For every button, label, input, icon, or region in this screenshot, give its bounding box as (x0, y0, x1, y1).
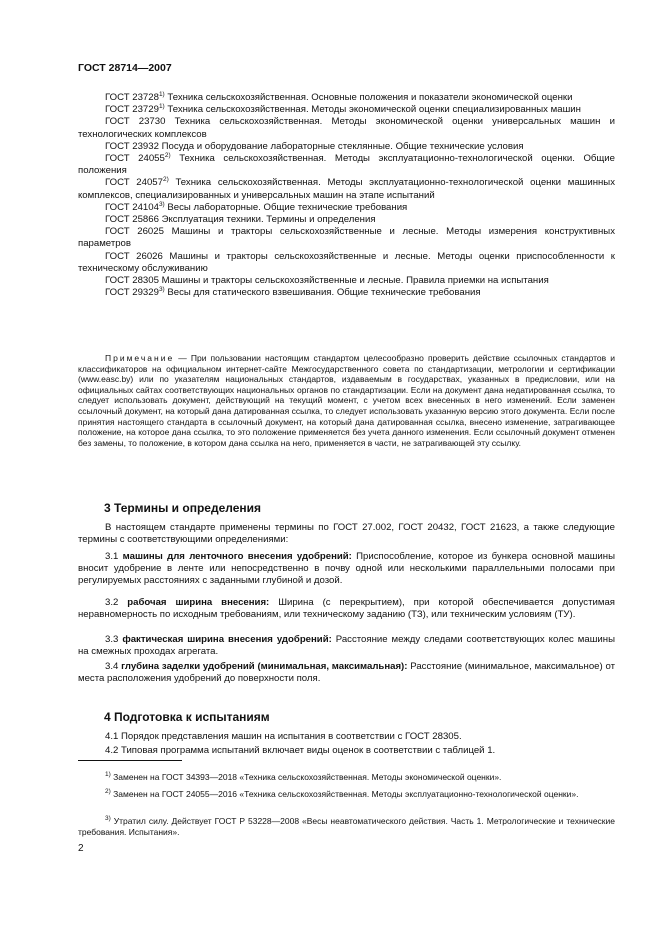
reference-code: ГОСТ 23728 (105, 92, 159, 103)
reference-title: Техника сельскохозяйственная. Основные положения и показатели экономической оценки (164, 92, 573, 103)
term-definition (78, 634, 615, 658)
term-definition (78, 597, 615, 621)
reference-item (78, 116, 615, 140)
page-number: 2 (78, 843, 84, 854)
reference-code: ГОСТ 23729 (105, 104, 159, 116)
footnote-mark: 2) (105, 788, 111, 795)
reference-code: ГОСТ 26026 (105, 250, 163, 262)
section-4-item: 4.1 Порядок представления машин на испытания в соответствии с ГОСТ 28305. (105, 731, 462, 742)
definition: Расстояние (минимальное, максимальное) от места расположения удобрений до поверхности поля. (78, 661, 615, 685)
footnote-text: Заменен на ГОСТ 34393—2018 «Техника сельскохозяйственная. Методы экономической оценки». (110, 772, 502, 782)
reference-title: Весы лабораторные. Общие технические требования (164, 201, 408, 213)
definition: Расстояние между следами соответствующих колес машины на смежных проходах агрегата. (78, 634, 615, 658)
reference-code: ГОСТ 24055 (105, 153, 165, 165)
section-4-heading: 4 Подготовка к испытаниям (104, 710, 270, 724)
reference-item (78, 104, 615, 116)
term: фактическая ширина внесения удобрений: (122, 634, 332, 645)
reference-item (78, 251, 615, 275)
references-note (78, 353, 615, 448)
footnote (78, 816, 615, 837)
reference-item (78, 177, 615, 201)
footnote-separator (78, 760, 182, 761)
reference-title: Весы для статического взвешивания. Общие технические требования (164, 287, 481, 299)
footnote-mark: 2) (164, 152, 171, 160)
footnote-text: Заменен на ГОСТ 24055—2016 «Техника сельскохозяйственная. Методы эксплуатационно-технологической оценки». (110, 789, 579, 799)
footnote (78, 789, 615, 800)
reference-title: Машины и тракторы сельскохозяйственные и лесные. Правила приемки на испытания (158, 275, 549, 287)
footnote-mark: 2) (162, 176, 169, 184)
reference-title: Техника сельскохозяйственная. Методы экономической оценки специализированных машин (164, 104, 581, 116)
reference-title: Машины и тракторы сельскохозяйственные и лесные. Методы измерения конструктивных параметров (78, 226, 615, 250)
definition: Приспособление, которое из бункера основной машины вносит удобрение в ленте или непосредственно в почву одной или несколькими параллельными полосами при регулируемых расстояниях с заданными глубиной и дозой. (78, 551, 615, 587)
reference-code: ГОСТ 23932 (105, 140, 159, 152)
normative-references-list (78, 92, 615, 299)
footnote-text: Утратил силу. Действует ГОСТ Р 53228—2008 «Весы неавтоматического действия. Часть 1. Метрологические и технические требования. Испытания». (78, 816, 615, 837)
footnote-mark: 3) (158, 286, 165, 294)
footnote-mark: 1) (158, 103, 165, 111)
note-text: — При пользовании настоящим стандартом целесообразно проверить действие ссылочных стандартов и классификаторов на официальном интернет-сайте Межгосударственного совета по стандартизации, метрологии и сертификации (www.easc.by) или по указателям национальных стандартов, издаваемым в государствах, указанных в предисловии, или на официальных сайтах соответствующих национальных органов по стандартизации. Если на документ дана недатированная ссылка, то следует использовать документ, действующий на текущий момент, с учетом всех внесенных в него изменений. Если заменен ссылочный документ, на который дана датированная ссылка, то следует использовать указанную версию этого документа. Если после принятия настоящего стандарта в ссылочный документ, на который дана датированная ссылка, внесено изменение, затрагивающее положение, на которое дана ссылка, то это положение применяется без учета данного изменения. Если ссылочный документ отменен без замены, то положение, в котором дана ссылка на него, применяется в части, не затрагивающей эту ссылку. (78, 353, 615, 448)
reference-code: ГОСТ 23730 (105, 116, 166, 128)
reference-title: Техника сельскохозяйственная. Методы эксплуатационно-технологической оценки машинных комплексов, специализированных и универсальных машин на этапе испытаний (78, 177, 615, 201)
reference-code: ГОСТ 24057 (105, 177, 163, 189)
footnote-mark: 3) (105, 815, 111, 822)
definition: Ширина (с перекрытием), при которой обеспечивается допустимая неравномерность по исходным требованиям, или техническому заданию (ТЗ), или техническим условиям (ТУ). (78, 597, 615, 621)
reference-title: Посуда и оборудование лабораторные стеклянные. Общие технические условия (158, 140, 524, 152)
document-code-header: ГОСТ 28714—2007 (78, 62, 172, 74)
reference-title: Машины и тракторы сельскохозяйственные и лесные. Методы оценки приспособленности к техническому обслуживанию (78, 250, 615, 274)
reference-item (78, 141, 615, 153)
term: рабочая ширина внесения: (127, 597, 270, 608)
reference-code: ГОСТ 28305 (105, 275, 159, 287)
reference-item (78, 214, 615, 226)
note-label: Примечание (105, 353, 175, 363)
footnote-mark: 3) (158, 200, 165, 208)
term-number: 3.2 (105, 597, 128, 608)
reference-item (78, 226, 615, 250)
footnote-mark: 1) (105, 771, 111, 778)
term: глубина заделки удобрений (минимальная, максимальная): (121, 661, 408, 672)
term-number: 3.4 (105, 661, 122, 672)
reference-title: Техника сельскохозяйственная. Методы эксплуатационно-технологической оценки. Общие положения (78, 153, 615, 177)
term: машины для ленточного внесения удобрений: (122, 551, 352, 562)
term-number: 3.3 (105, 634, 123, 645)
section-3-heading: 3 Термины и определения (104, 501, 262, 515)
reference-item (78, 202, 615, 214)
reference-item (78, 287, 615, 299)
section-3-intro: В настоящем стандарте применены термины по ГОСТ 27.002, ГОСТ 20432, ГОСТ 21623, а также следующие термины с соответствующими определениями: (78, 522, 615, 546)
reference-title: Техника сельскохозяйственная. Методы экономической оценки универсальных машин и технологических комплексов (78, 116, 615, 140)
reference-title: Эксплуатация техники. Термины и определения (158, 214, 376, 226)
term-number: 3.1 (105, 551, 123, 562)
term-definition (78, 661, 615, 685)
reference-code: ГОСТ 26025 (105, 226, 164, 238)
section-4-item: 4.2 Типовая программа испытаний включает виды оценок в соответствии с таблицей 1. (105, 745, 496, 756)
reference-code: ГОСТ 29329 (105, 287, 159, 299)
reference-item (78, 153, 615, 177)
footnote-mark: 1) (158, 91, 165, 98)
footnote (78, 772, 615, 783)
reference-code: ГОСТ 24104 (105, 201, 159, 213)
term-definition (78, 551, 615, 588)
reference-code: ГОСТ 25866 (105, 214, 159, 226)
